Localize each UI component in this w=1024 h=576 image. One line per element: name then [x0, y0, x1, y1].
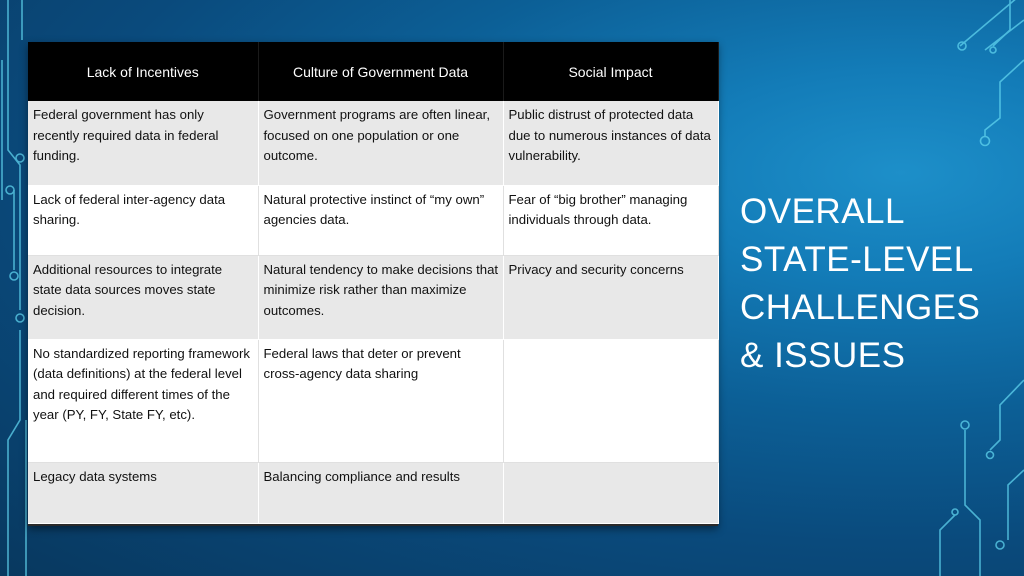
- table-row: [28, 185, 718, 255]
- table-cell: Natural tendency to make decisions that minimize risk rather than maximize outcomes.: [258, 255, 503, 339]
- table-cell: Government programs are often linear, focused on one population or one outcome.: [258, 101, 503, 185]
- table-cell: Lack of federal inter-agency data sharing.: [28, 185, 258, 255]
- table-cell: Fear of “big brother” managing individuals through data.: [503, 185, 718, 255]
- header-social-impact: Social Impact: [503, 42, 718, 101]
- title-line: & ISSUES: [740, 336, 906, 375]
- table-cell: Legacy data systems: [28, 462, 258, 523]
- table-cell: [503, 339, 718, 462]
- table-cell: Federal government has only recently required data in federal funding.: [28, 101, 258, 185]
- table-row: [28, 339, 718, 462]
- table-row: [28, 462, 718, 523]
- table-header-row: [28, 42, 718, 101]
- header-lack-of-incentives: Lack of Incentives: [28, 42, 258, 101]
- table-row: [28, 101, 718, 185]
- table-row: [28, 255, 718, 339]
- table-cell: Privacy and security concerns: [503, 255, 718, 339]
- table-cell: Public distrust of protected data due to numerous instances of data vulnerability.: [503, 101, 718, 185]
- table-cell: Federal laws that deter or prevent cross-agency data sharing: [258, 339, 503, 462]
- table-cell: Additional resources to integrate state data sources moves state decision.: [28, 255, 258, 339]
- challenges-table-container: [28, 42, 718, 526]
- title-line: STATE-LEVEL: [740, 240, 974, 279]
- title-line: OVERALL: [740, 192, 905, 231]
- title-line: CHALLENGES: [740, 288, 981, 327]
- table-cell: No standardized reporting framework (data definitions) at the federal level and required different times of the year (PY, FY, State FY, etc).: [28, 339, 258, 462]
- table-cell: Balancing compliance and results: [258, 462, 503, 523]
- challenges-table: [28, 42, 719, 524]
- table-cell: [503, 462, 718, 523]
- header-culture-of-government-data: Culture of Government Data: [258, 42, 503, 101]
- table-cell: Natural protective instinct of “my own” agencies data.: [258, 185, 503, 255]
- slide-title: [740, 188, 1010, 380]
